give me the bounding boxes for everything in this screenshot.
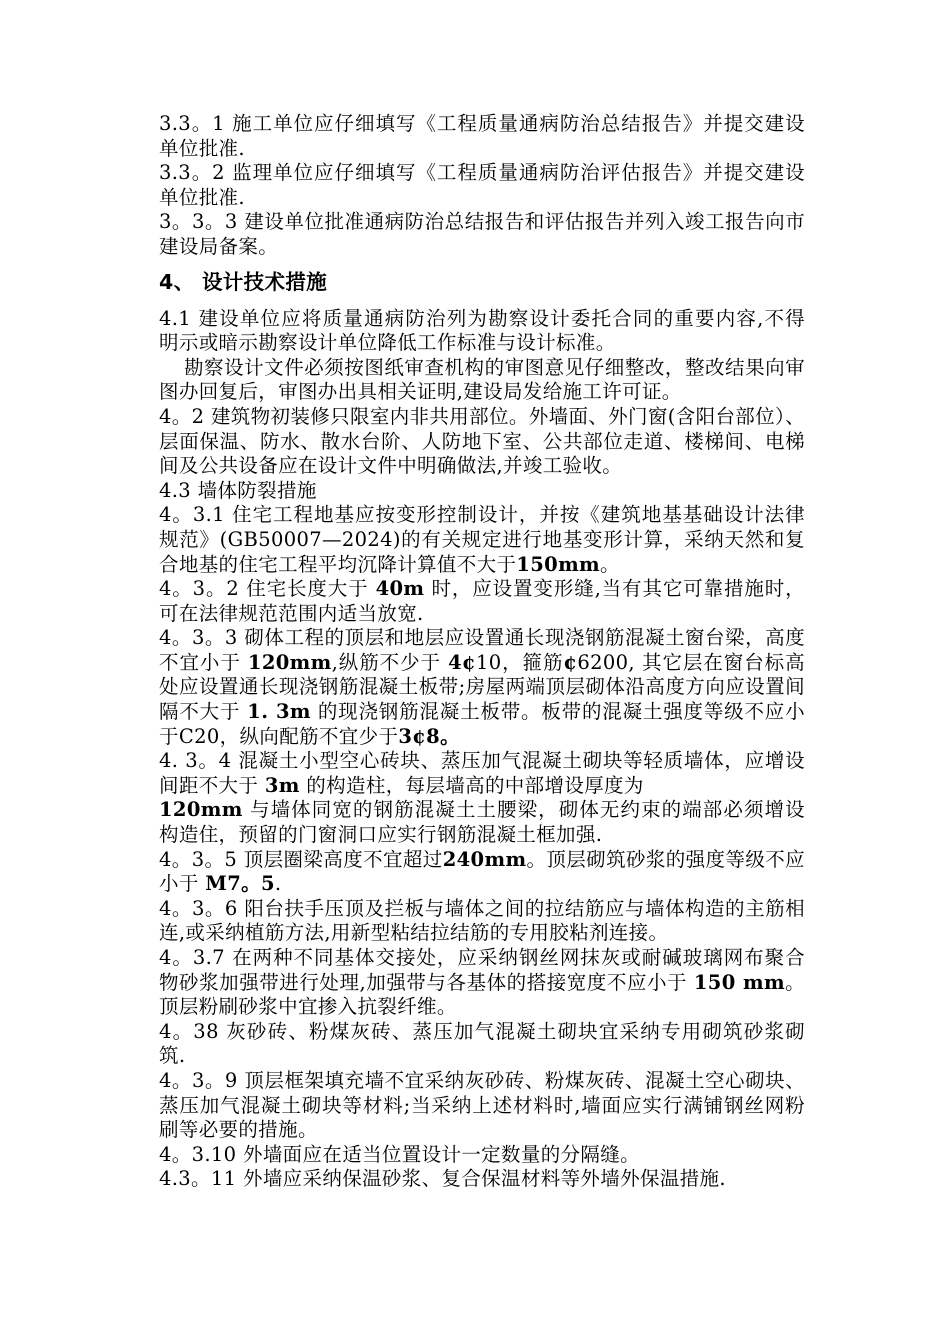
text-run: 4. 3。4 混凝土小型空心砖块、蒸压加气混凝土砌块等轻质墙体，应增设间距不大于 bbox=[159, 749, 805, 797]
bold-value: 150mm bbox=[516, 552, 601, 576]
paragraph-4-3-10: 4。3.10 外墙面应在适当位置设计一定数量的分隔缝。 bbox=[159, 1142, 640, 1166]
text-run: ，纵向配筋不宜少于 bbox=[219, 724, 399, 748]
bold-value: 4 bbox=[448, 650, 463, 674]
text-run: , 其它层在窗台标高处应设置通长现浇钢筋混凝土板带;房屋两端顶层砌体沿高度方向应设置间隔不大于 bbox=[159, 650, 805, 724]
paragraph-4-3-6: 4。3。6 阳台扶手压顶及拦板与墙体之间的拉结筋应与墙体构造的主筋相连,或采纳植筋方法,用新型粘结拉结筋的专用胶粘剂连接。 bbox=[159, 896, 805, 945]
text-run: 的构造柱，每层墙高的中部增设厚度为 bbox=[306, 773, 644, 797]
bold-value: M7。5 bbox=[205, 872, 275, 896]
paragraph-4-3-11: 4.3。11 外墙应采纳保温砂浆、复合保温材料等外墙外保温措施. bbox=[159, 1167, 726, 1191]
paragraph-3-3-3: 3。3。3 建设单位批准通病防治总结报告和评估报告并列入竣工报告向市建设局备案。 bbox=[159, 210, 805, 258]
text-run: . bbox=[274, 872, 282, 896]
bold-value: 40m bbox=[375, 577, 425, 601]
bold-value: 240mm bbox=[442, 847, 527, 871]
text-run: ,纵筋不少于 bbox=[331, 650, 441, 674]
bold-value: 8。 bbox=[426, 724, 460, 748]
rebar-symbol: ¢ bbox=[462, 650, 476, 674]
text-run: 10，箍筋 bbox=[475, 650, 564, 674]
text-run: 4。3.1 住宅工程地基应按变形控制设计，并按《建筑地基基础设计法律规范》(GB50007—2024)的有关规定进行地基变形计算，采纳天然和复合地基的住宅工程平均沉降计算值不大于 bbox=[159, 503, 805, 576]
bold-value: 120mm bbox=[247, 650, 332, 674]
text-run: 的现浇钢筋混凝土板带。板带的混凝土强度等级不应小于 bbox=[159, 700, 805, 748]
text-run: 与墙体同宽的钢筋混凝土土腰梁，砌体无约束的端部必须增设构造住，预留的门窗洞口应实行钢筋混凝土框加强. bbox=[159, 798, 805, 847]
paragraph-4-2: 4。2 建筑物初装修只限室内非共用部位。外墙面、外门窗(含阳台部位）、层面保温、防水、散水台阶、人防地下室、公共部位走道、楼梯间、电梯间及公共设备应在设计文件中明确做法,并竣工验收。 bbox=[159, 404, 805, 478]
paragraph-4-3-8: 4。38 灰砂砖、粉煤灰砖、蒸压加气混凝土砌块宜采纳专用砌筑砂浆砌筑. bbox=[159, 1019, 805, 1068]
paragraph-4-3-3 bbox=[159, 626, 805, 749]
text-run: 6200 bbox=[577, 650, 629, 674]
text-run: 时，应设置变形缝,当有其它可靠措施时，可在法律规范范围内适当放宽. bbox=[159, 577, 805, 625]
paragraph-4-1-survey: 勘察设计文件必须按图纸审查机构的审图意见仔细整改，整改结果向审图办回复后，审图办出具相关证明,建设局发给施工许可证。 bbox=[159, 355, 805, 404]
text-run: 4。3.7 在两种不同基体交接处，应采纳钢丝网抹灰或耐碱玻璃网布聚合物砂浆加强带进行处理,加强带与各基体的搭接宽度不应小于 bbox=[159, 946, 805, 994]
bold-value: 150 mm bbox=[693, 970, 785, 994]
text-run: 4。3。3 砌体工程的顶层和地层应设置通长现浇钢筋混凝土窗台梁，高度不宜小于 bbox=[159, 626, 805, 674]
text-run: 。顶层粉刷砂浆中宜掺入抗裂纤维。 bbox=[159, 970, 805, 1019]
document-page bbox=[159, 112, 805, 1192]
paragraph-3-3-1: 3.3。1 施工单位应仔细填写《工程质量通病防治总结报告》并提交建设单位批准. bbox=[159, 112, 805, 160]
bold-value: 1. 3m bbox=[247, 700, 311, 724]
text-run: C20 bbox=[178, 724, 220, 748]
paragraph-3-3-2: 3.3。2 监理单位应仔细填写《工程质量通病防治评估报告》并提交建设单位批准. bbox=[159, 161, 805, 209]
paragraph-4-3-5 bbox=[159, 848, 805, 897]
text-run: 4。3。5 顶层圈梁高度不宜超过 bbox=[159, 847, 443, 871]
rebar-symbol: ¢ bbox=[563, 650, 578, 674]
paragraph-4-3-9: 4。3。9 顶层框架填充墙不宜采纳灰砂砖、粉煤灰砖、混凝土空心砌块、蒸压加气混凝土砌块等材料;当采纳上述材料时,墙面应实行满铺钢丝网粉刷等必要的措施。 bbox=[159, 1068, 805, 1142]
bold-value: 120mm bbox=[159, 798, 243, 822]
paragraph-4-3-4 bbox=[159, 749, 805, 847]
text-run: 4。3。2 住宅长度大于 bbox=[159, 577, 369, 601]
paragraph-4-3-1 bbox=[159, 503, 805, 577]
paragraph-4-3-2 bbox=[159, 577, 805, 626]
text-run: 。 bbox=[600, 552, 620, 576]
paragraph-4-3-7 bbox=[159, 946, 805, 1020]
paragraph-4-1: 4.1 建设单位应将质量通病防治列为勘察设计委托合同的重要内容,不得 明示或暗示勘察设计单位降低工作标准与设计标准。 bbox=[159, 306, 805, 355]
bold-value: 3 bbox=[398, 724, 413, 748]
paragraph-4-3: 4.3 墙体防裂措施 bbox=[159, 478, 317, 502]
text-run: 。顶层砌筑砂浆的强度等级不应小于 bbox=[159, 847, 805, 896]
bold-value: 3m bbox=[264, 773, 300, 797]
section-heading-4: 4、 设计技术措施 bbox=[159, 269, 328, 294]
rebar-symbol: ¢ bbox=[412, 724, 427, 748]
